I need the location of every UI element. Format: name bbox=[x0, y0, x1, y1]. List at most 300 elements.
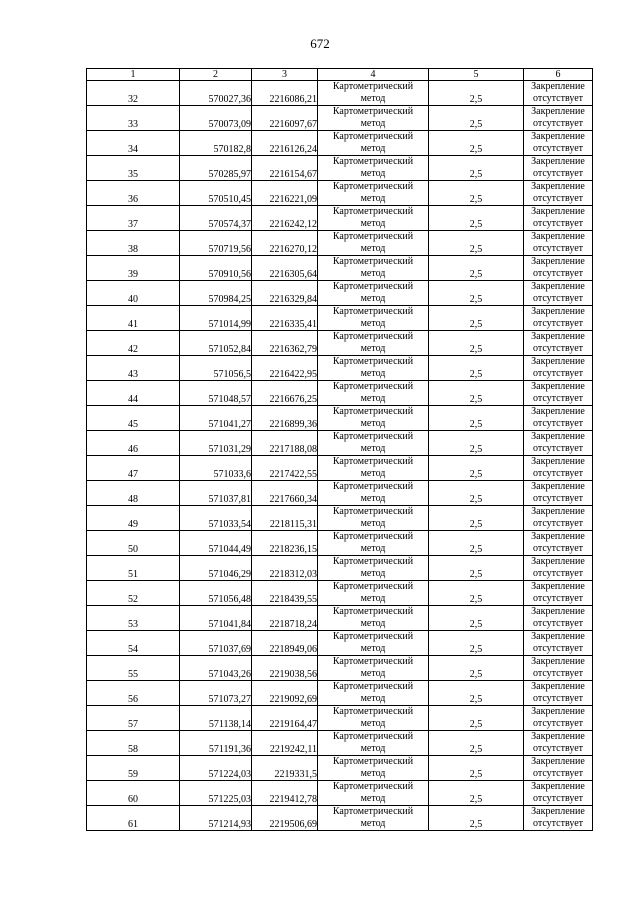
fixing-cell bbox=[524, 331, 593, 356]
fixing-line: Закрепление bbox=[531, 481, 585, 492]
accuracy-cell: 2,5 bbox=[429, 156, 524, 181]
y-coordinate-cell: 2218115,31 bbox=[252, 506, 318, 531]
fixing-cell bbox=[524, 731, 593, 756]
column-header: 2 bbox=[180, 69, 252, 81]
point-number-cell: 42 bbox=[87, 331, 180, 356]
fixing-cell bbox=[524, 206, 593, 231]
table-row bbox=[87, 506, 593, 531]
table-row bbox=[87, 406, 593, 431]
accuracy-cell: 2,5 bbox=[429, 206, 524, 231]
fixing-line: отсутствует bbox=[532, 268, 584, 279]
fixing-cell bbox=[524, 81, 593, 106]
y-coordinate-cell: 2219164,47 bbox=[252, 706, 318, 731]
x-coordinate-cell: 571056,48 bbox=[180, 581, 252, 606]
method-line: Картометрический bbox=[332, 256, 414, 267]
accuracy-cell: 2,5 bbox=[429, 631, 524, 656]
point-number-cell: 54 bbox=[87, 631, 180, 656]
x-coordinate-cell: 570910,56 bbox=[180, 256, 252, 281]
method-line: Картометрический bbox=[332, 481, 414, 492]
fixing-cell bbox=[524, 631, 593, 656]
table-row bbox=[87, 356, 593, 381]
fixing-line: отсутствует bbox=[532, 643, 584, 654]
x-coordinate-cell: 570719,56 bbox=[180, 231, 252, 256]
fixing-line: отсутствует bbox=[532, 568, 584, 579]
point-number-cell: 38 bbox=[87, 231, 180, 256]
method-line: метод bbox=[360, 768, 386, 779]
fixing-cell bbox=[524, 181, 593, 206]
column-header: 1 bbox=[87, 69, 180, 81]
x-coordinate-cell: 571048,57 bbox=[180, 381, 252, 406]
accuracy-cell: 2,5 bbox=[429, 606, 524, 631]
method-line: метод bbox=[360, 493, 386, 504]
method-cell bbox=[318, 481, 429, 506]
fixing-line: отсутствует bbox=[532, 368, 584, 379]
x-coordinate-cell: 571224,03 bbox=[180, 756, 252, 781]
x-coordinate-cell: 571037,81 bbox=[180, 481, 252, 506]
fixing-line: Закрепление bbox=[531, 456, 585, 467]
accuracy-cell: 2,5 bbox=[429, 106, 524, 131]
coordinates-table bbox=[86, 68, 593, 831]
method-line: метод bbox=[360, 568, 386, 579]
fixing-cell bbox=[524, 256, 593, 281]
point-number-cell: 60 bbox=[87, 781, 180, 806]
fixing-line: отсутствует bbox=[532, 118, 584, 129]
method-cell bbox=[318, 731, 429, 756]
x-coordinate-cell: 571037,69 bbox=[180, 631, 252, 656]
table-row bbox=[87, 731, 593, 756]
fixing-line: Закрепление bbox=[531, 631, 585, 642]
x-coordinate-cell: 571044,49 bbox=[180, 531, 252, 556]
table-row bbox=[87, 556, 593, 581]
table-row bbox=[87, 781, 593, 806]
y-coordinate-cell: 2216362,79 bbox=[252, 331, 318, 356]
y-coordinate-cell: 2218718,24 bbox=[252, 606, 318, 631]
method-line: Картометрический bbox=[332, 656, 414, 667]
method-line: Картометрический bbox=[332, 181, 414, 192]
method-line: метод bbox=[360, 418, 386, 429]
method-line: метод bbox=[360, 593, 386, 604]
fixing-line: Закрепление bbox=[531, 156, 585, 167]
fixing-line: отсутствует bbox=[532, 93, 584, 104]
method-line: метод bbox=[360, 243, 386, 254]
y-coordinate-cell: 2218312,03 bbox=[252, 556, 318, 581]
y-coordinate-cell: 2216270,12 bbox=[252, 231, 318, 256]
method-line: метод bbox=[360, 468, 386, 479]
accuracy-cell: 2,5 bbox=[429, 481, 524, 506]
method-line: метод bbox=[360, 543, 386, 554]
x-coordinate-cell: 571214,93 bbox=[180, 806, 252, 831]
y-coordinate-cell: 2218439,55 bbox=[252, 581, 318, 606]
y-coordinate-cell: 2216899,36 bbox=[252, 406, 318, 431]
x-coordinate-cell: 571052,84 bbox=[180, 331, 252, 356]
point-number-cell: 35 bbox=[87, 156, 180, 181]
fixing-line: Закрепление bbox=[531, 81, 585, 92]
method-cell bbox=[318, 556, 429, 581]
x-coordinate-cell: 571033,54 bbox=[180, 506, 252, 531]
method-cell bbox=[318, 706, 429, 731]
y-coordinate-cell: 2216305,64 bbox=[252, 256, 318, 281]
table-row bbox=[87, 106, 593, 131]
y-coordinate-cell: 2219092,69 bbox=[252, 681, 318, 706]
point-number-cell: 48 bbox=[87, 481, 180, 506]
method-cell bbox=[318, 431, 429, 456]
method-line: Картометрический bbox=[332, 206, 414, 217]
method-line: Картометрический bbox=[332, 706, 414, 717]
method-line: метод bbox=[360, 343, 386, 354]
table-row bbox=[87, 456, 593, 481]
method-line: метод bbox=[360, 268, 386, 279]
table-row bbox=[87, 656, 593, 681]
y-coordinate-cell: 2216676,25 bbox=[252, 381, 318, 406]
method-cell bbox=[318, 281, 429, 306]
point-number-cell: 52 bbox=[87, 581, 180, 606]
point-number-cell: 61 bbox=[87, 806, 180, 831]
y-coordinate-cell: 2219242,11 bbox=[252, 731, 318, 756]
method-cell bbox=[318, 456, 429, 481]
table-row bbox=[87, 606, 593, 631]
method-line: Картометрический bbox=[332, 631, 414, 642]
method-line: Картометрический bbox=[332, 406, 414, 417]
fixing-line: отсутствует bbox=[532, 668, 584, 679]
table-row bbox=[87, 806, 593, 831]
point-number-cell: 34 bbox=[87, 131, 180, 156]
point-number-cell: 32 bbox=[87, 81, 180, 106]
fixing-line: Закрепление bbox=[531, 531, 585, 542]
method-line: Картометрический bbox=[332, 306, 414, 317]
table-row bbox=[87, 581, 593, 606]
accuracy-cell: 2,5 bbox=[429, 781, 524, 806]
method-line: метод bbox=[360, 118, 386, 129]
fixing-line: Закрепление bbox=[531, 581, 585, 592]
accuracy-cell: 2,5 bbox=[429, 681, 524, 706]
x-coordinate-cell: 571041,27 bbox=[180, 406, 252, 431]
fixing-cell bbox=[524, 506, 593, 531]
method-cell bbox=[318, 606, 429, 631]
y-coordinate-cell: 2216126,24 bbox=[252, 131, 318, 156]
fixing-cell bbox=[524, 706, 593, 731]
method-cell bbox=[318, 406, 429, 431]
method-cell bbox=[318, 681, 429, 706]
fixing-cell bbox=[524, 531, 593, 556]
y-coordinate-cell: 2217422,55 bbox=[252, 456, 318, 481]
x-coordinate-cell: 570574,37 bbox=[180, 206, 252, 231]
y-coordinate-cell: 2216221,09 bbox=[252, 181, 318, 206]
fixing-line: Закрепление bbox=[531, 131, 585, 142]
fixing-line: Закрепление bbox=[531, 431, 585, 442]
table-row bbox=[87, 331, 593, 356]
fixing-cell bbox=[524, 781, 593, 806]
point-number-cell: 45 bbox=[87, 406, 180, 431]
point-number-cell: 37 bbox=[87, 206, 180, 231]
x-coordinate-cell: 571056,5 bbox=[180, 356, 252, 381]
point-number-cell: 58 bbox=[87, 731, 180, 756]
point-number-cell: 56 bbox=[87, 681, 180, 706]
x-coordinate-cell: 570285,97 bbox=[180, 156, 252, 181]
fixing-line: отсутствует bbox=[532, 693, 584, 704]
method-line: метод bbox=[360, 668, 386, 679]
x-coordinate-cell: 571073,27 bbox=[180, 681, 252, 706]
fixing-cell bbox=[524, 431, 593, 456]
table-row bbox=[87, 631, 593, 656]
fixing-cell bbox=[524, 581, 593, 606]
column-header: 6 bbox=[524, 69, 593, 81]
fixing-line: Закрепление bbox=[531, 656, 585, 667]
x-coordinate-cell: 571225,03 bbox=[180, 781, 252, 806]
fixing-cell bbox=[524, 481, 593, 506]
accuracy-cell: 2,5 bbox=[429, 531, 524, 556]
method-line: Картометрический bbox=[332, 281, 414, 292]
table-row bbox=[87, 681, 593, 706]
method-line: Картометрический bbox=[332, 356, 414, 367]
method-line: метод bbox=[360, 643, 386, 654]
method-line: метод bbox=[360, 318, 386, 329]
method-line: метод bbox=[360, 818, 386, 829]
point-number-cell: 40 bbox=[87, 281, 180, 306]
column-header: 5 bbox=[429, 69, 524, 81]
accuracy-cell: 2,5 bbox=[429, 231, 524, 256]
y-coordinate-cell: 2218236,15 bbox=[252, 531, 318, 556]
method-line: Картометрический bbox=[332, 106, 414, 117]
point-number-cell: 33 bbox=[87, 106, 180, 131]
x-coordinate-cell: 571043,26 bbox=[180, 656, 252, 681]
table-row bbox=[87, 706, 593, 731]
fixing-cell bbox=[524, 231, 593, 256]
method-cell bbox=[318, 656, 429, 681]
y-coordinate-cell: 2216154,67 bbox=[252, 156, 318, 181]
method-line: метод bbox=[360, 393, 386, 404]
fixing-line: Закрепление bbox=[531, 181, 585, 192]
fixing-line: Закрепление bbox=[531, 256, 585, 267]
method-line: метод bbox=[360, 168, 386, 179]
point-number-cell: 57 bbox=[87, 706, 180, 731]
y-coordinate-cell: 2219412,78 bbox=[252, 781, 318, 806]
method-cell bbox=[318, 156, 429, 181]
method-cell bbox=[318, 531, 429, 556]
fixing-line: Закрепление bbox=[531, 806, 585, 817]
accuracy-cell: 2,5 bbox=[429, 356, 524, 381]
fixing-line: отсутствует bbox=[532, 193, 584, 204]
fixing-line: отсутствует bbox=[532, 818, 584, 829]
y-coordinate-cell: 2217660,34 bbox=[252, 481, 318, 506]
fixing-line: Закрепление bbox=[531, 381, 585, 392]
column-header: 4 bbox=[318, 69, 429, 81]
method-line: метод bbox=[360, 293, 386, 304]
point-number-cell: 36 bbox=[87, 181, 180, 206]
fixing-line: отсутствует bbox=[532, 493, 584, 504]
method-cell bbox=[318, 256, 429, 281]
table-row bbox=[87, 481, 593, 506]
method-line: метод bbox=[360, 93, 386, 104]
fixing-line: отсутствует bbox=[532, 468, 584, 479]
method-line: метод bbox=[360, 793, 386, 804]
fixing-cell bbox=[524, 606, 593, 631]
fixing-line: отсутствует bbox=[532, 768, 584, 779]
method-line: метод bbox=[360, 143, 386, 154]
fixing-line: Закрепление bbox=[531, 606, 585, 617]
method-cell bbox=[318, 306, 429, 331]
point-number-cell: 49 bbox=[87, 506, 180, 531]
fixing-line: Закрепление bbox=[531, 306, 585, 317]
accuracy-cell: 2,5 bbox=[429, 431, 524, 456]
table-row bbox=[87, 431, 593, 456]
point-number-cell: 41 bbox=[87, 306, 180, 331]
method-line: метод bbox=[360, 443, 386, 454]
point-number-cell: 53 bbox=[87, 606, 180, 631]
point-number-cell: 44 bbox=[87, 381, 180, 406]
table-row bbox=[87, 306, 593, 331]
page-number: 672 bbox=[310, 36, 330, 51]
accuracy-cell: 2,5 bbox=[429, 381, 524, 406]
x-coordinate-cell: 570027,36 bbox=[180, 81, 252, 106]
method-cell bbox=[318, 81, 429, 106]
method-line: Картометрический bbox=[332, 381, 414, 392]
method-line: Картометрический bbox=[332, 781, 414, 792]
x-coordinate-cell: 570510,45 bbox=[180, 181, 252, 206]
accuracy-cell: 2,5 bbox=[429, 506, 524, 531]
accuracy-cell: 2,5 bbox=[429, 131, 524, 156]
fixing-cell bbox=[524, 156, 593, 181]
fixing-line: отсутствует bbox=[532, 618, 584, 629]
method-cell bbox=[318, 756, 429, 781]
method-line: Картометрический bbox=[332, 806, 414, 817]
table-row bbox=[87, 531, 593, 556]
table-row bbox=[87, 756, 593, 781]
fixing-cell bbox=[524, 806, 593, 831]
accuracy-cell: 2,5 bbox=[429, 281, 524, 306]
method-line: Картометрический bbox=[332, 606, 414, 617]
method-line: Картометрический bbox=[332, 131, 414, 142]
fixing-cell bbox=[524, 656, 593, 681]
method-line: метод bbox=[360, 718, 386, 729]
fixing-line: Закрепление bbox=[531, 731, 585, 742]
method-cell bbox=[318, 331, 429, 356]
method-line: Картометрический bbox=[332, 431, 414, 442]
x-coordinate-cell: 570073,09 bbox=[180, 106, 252, 131]
point-number-cell: 50 bbox=[87, 531, 180, 556]
fixing-cell bbox=[524, 381, 593, 406]
fixing-line: отсутствует bbox=[532, 743, 584, 754]
fixing-cell bbox=[524, 356, 593, 381]
y-coordinate-cell: 2216422,95 bbox=[252, 356, 318, 381]
fixing-cell bbox=[524, 681, 593, 706]
method-line: метод bbox=[360, 518, 386, 529]
y-coordinate-cell: 2216097,67 bbox=[252, 106, 318, 131]
fixing-line: отсутствует bbox=[532, 793, 584, 804]
accuracy-cell: 2,5 bbox=[429, 456, 524, 481]
method-line: Картометрический bbox=[332, 731, 414, 742]
fixing-line: отсутствует bbox=[532, 593, 584, 604]
fixing-line: Закрепление bbox=[531, 706, 585, 717]
method-line: Картометрический bbox=[332, 331, 414, 342]
fixing-cell bbox=[524, 106, 593, 131]
fixing-cell bbox=[524, 406, 593, 431]
table-row bbox=[87, 256, 593, 281]
method-cell bbox=[318, 581, 429, 606]
fixing-line: Закрепление bbox=[531, 681, 585, 692]
method-cell bbox=[318, 631, 429, 656]
point-number-cell: 59 bbox=[87, 756, 180, 781]
table-row bbox=[87, 156, 593, 181]
point-number-cell: 55 bbox=[87, 656, 180, 681]
table-row bbox=[87, 181, 593, 206]
accuracy-cell: 2,5 bbox=[429, 706, 524, 731]
point-number-cell: 51 bbox=[87, 556, 180, 581]
accuracy-cell: 2,5 bbox=[429, 256, 524, 281]
method-cell bbox=[318, 106, 429, 131]
accuracy-cell: 2,5 bbox=[429, 406, 524, 431]
method-cell bbox=[318, 506, 429, 531]
accuracy-cell: 2,5 bbox=[429, 806, 524, 831]
fixing-line: Закрепление bbox=[531, 331, 585, 342]
method-line: Картометрический bbox=[332, 506, 414, 517]
fixing-line: отсутствует bbox=[532, 218, 584, 229]
fixing-line: отсутствует bbox=[532, 393, 584, 404]
method-cell bbox=[318, 131, 429, 156]
method-line: метод bbox=[360, 368, 386, 379]
fixing-line: Закрепление bbox=[531, 281, 585, 292]
fixing-line: отсутствует bbox=[532, 318, 584, 329]
table-row bbox=[87, 231, 593, 256]
method-line: Картометрический bbox=[332, 681, 414, 692]
fixing-line: отсутствует bbox=[532, 243, 584, 254]
accuracy-cell: 2,5 bbox=[429, 81, 524, 106]
fixing-line: отсутствует bbox=[532, 343, 584, 354]
y-coordinate-cell: 2216329,84 bbox=[252, 281, 318, 306]
method-cell bbox=[318, 356, 429, 381]
method-line: метод bbox=[360, 743, 386, 754]
y-coordinate-cell: 2219506,69 bbox=[252, 806, 318, 831]
method-line: Картометрический bbox=[332, 231, 414, 242]
fixing-line: Закрепление bbox=[531, 781, 585, 792]
method-line: метод bbox=[360, 693, 386, 704]
x-coordinate-cell: 571041,84 bbox=[180, 606, 252, 631]
table-row bbox=[87, 206, 593, 231]
method-line: Картометрический bbox=[332, 581, 414, 592]
accuracy-cell: 2,5 bbox=[429, 556, 524, 581]
x-coordinate-cell: 570182,8 bbox=[180, 131, 252, 156]
x-coordinate-cell: 570984,25 bbox=[180, 281, 252, 306]
fixing-line: Закрепление bbox=[531, 206, 585, 217]
table-row bbox=[87, 131, 593, 156]
fixing-cell bbox=[524, 556, 593, 581]
point-number-cell: 46 bbox=[87, 431, 180, 456]
method-line: метод bbox=[360, 618, 386, 629]
method-line: метод bbox=[360, 193, 386, 204]
method-cell bbox=[318, 181, 429, 206]
fixing-line: Закрепление bbox=[531, 406, 585, 417]
fixing-line: Закрепление bbox=[531, 506, 585, 517]
accuracy-cell: 2,5 bbox=[429, 331, 524, 356]
y-coordinate-cell: 2216242,12 bbox=[252, 206, 318, 231]
method-line: Картометрический bbox=[332, 531, 414, 542]
method-cell bbox=[318, 231, 429, 256]
fixing-line: отсутствует bbox=[532, 143, 584, 154]
x-coordinate-cell: 571191,36 bbox=[180, 731, 252, 756]
fixing-line: отсутствует bbox=[532, 293, 584, 304]
fixing-line: отсутствует bbox=[532, 543, 584, 554]
fixing-cell bbox=[524, 756, 593, 781]
table-row bbox=[87, 81, 593, 106]
method-cell bbox=[318, 381, 429, 406]
fixing-line: отсутствует bbox=[532, 443, 584, 454]
accuracy-cell: 2,5 bbox=[429, 306, 524, 331]
fixing-line: Закрепление bbox=[531, 356, 585, 367]
y-coordinate-cell: 2219038,56 bbox=[252, 656, 318, 681]
fixing-line: Закрепление bbox=[531, 756, 585, 767]
method-line: Картометрический bbox=[332, 456, 414, 467]
accuracy-cell: 2,5 bbox=[429, 581, 524, 606]
table-header-row bbox=[87, 69, 593, 81]
